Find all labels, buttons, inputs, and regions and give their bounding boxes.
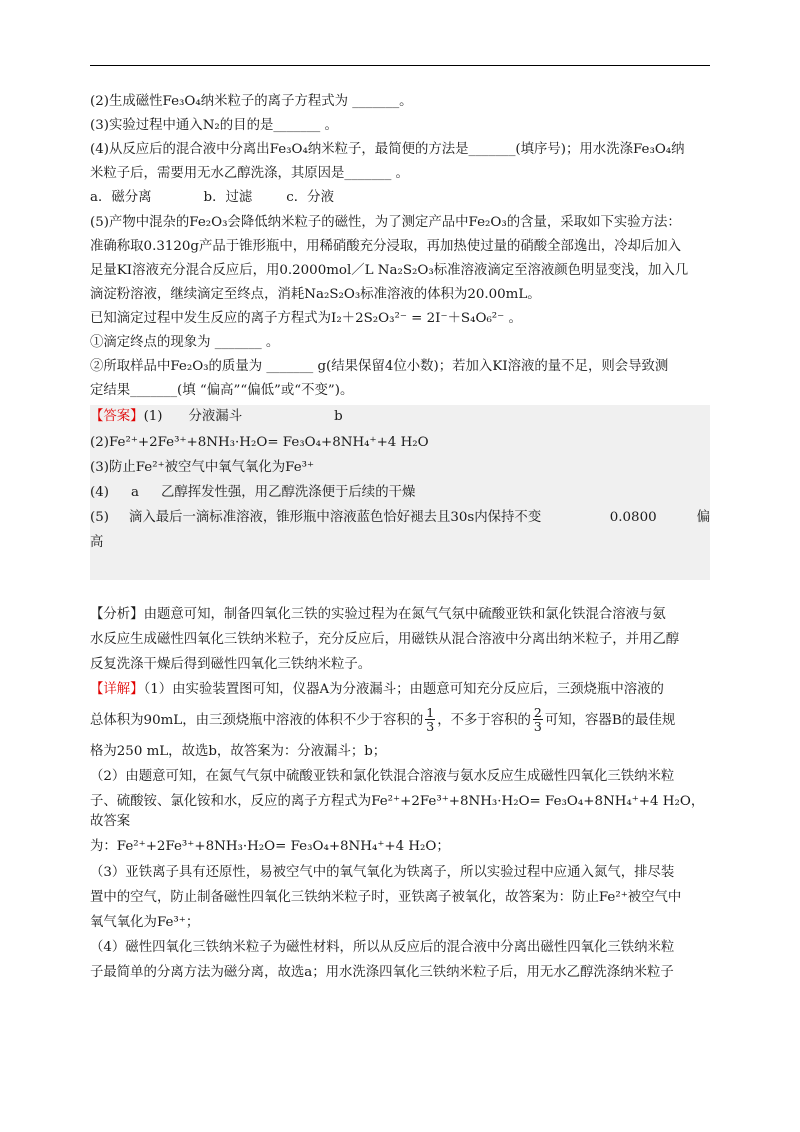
analysis-block — [90, 605, 710, 983]
detail-line-3a: （3）亚铁离子具有还原性，易被空气中的氧气氧化为铁离子，所以实验过程中应通入氮气，排尽装 — [90, 864, 675, 880]
q-line-5c: 足量KI溶液充分混合反应后，用0.2000mol／L Na₂S₂O₃标准溶液滴定至溶液颜色明显变浅，加入几 — [90, 262, 689, 278]
q-options — [90, 188, 710, 208]
answer-5-wrap: 高 — [90, 534, 104, 550]
detail-line-1c: 格为250 mL，故选b，故答案为：分液漏斗；b； — [90, 744, 387, 760]
header-rule — [90, 65, 710, 66]
detail-line-4b: 子最简单的分离方法为磁分离，故选a；用水洗涤四氧化三铁纳米粒子后，用无水乙醇洗涤纳米粒子 — [90, 965, 674, 980]
q-sub-2a: ②所取样品中Fe₂O₃的质量为 _______ g(结果保留4位小数)；若加入KI溶液的量不足，则会导致测 — [90, 359, 669, 375]
fraction-two-thirds: $\frac{2}{3}$ — [533, 704, 542, 735]
detail-line-2b: 子、硫酸铵、氯化铵和水，反应的离子方程式为Fe²⁺+2Fe³⁺+8NH₃·H₂O= Fe₃O₄+8NH₄⁺+4 H₂O，故答案 — [90, 794, 705, 830]
answer-box — [90, 405, 710, 580]
analysis-line-2: 水反应生成磁性四氧化三铁纳米粒子，充分反应后，用磁铁从混合溶液中分离出纳米粒子，并用乙醇 — [90, 632, 680, 648]
answer-1: 【答案】(1) 分液漏斗 b — [90, 409, 343, 425]
detail-line-4a: （4）磁性四氧化三铁纳米粒子为磁性材料，所以从反应后的混合液中分离出磁性四氧化三铁纳米粒 — [90, 939, 675, 955]
answer-3: (3)防止Fe²⁺被空气中氧气氧化为Fe³⁺ — [90, 459, 315, 475]
q-sub-1: ①滴定终点的现象为 _______ 。 — [90, 335, 280, 351]
q-equation: 已知滴定过程中发生反应的离子方程式为I₂＋2S₂O₃²⁻ = 2I⁻＋S₄O₆²⁻ 。 — [90, 310, 522, 326]
option-c: c．分液 — [286, 190, 334, 206]
analysis-line-3: 反复洗涤干燥后得到磁性四氧化三铁纳米粒子。 — [90, 657, 372, 673]
option-a: a．磁分离 — [90, 190, 152, 206]
q-line-3: (3)实验过程中通入N₂的目的是_______ 。 — [90, 118, 338, 134]
question-block — [90, 92, 710, 401]
detail-line-3b: 置中的空气，防止制备磁性四氧化三铁纳米粒子时，亚铁离子被氧化，故答案为：防止Fe²⁺被空气中 — [90, 889, 682, 905]
q-line-4b: 米粒子后，需要用无水乙醇洗涤，其原因是_______ 。 — [90, 166, 409, 182]
q-line-5a: (5)产物中混杂的Fe₂O₃会降低纳米粒子的磁性，为了测定产品中Fe₂O₃的含量，采取如下实验方法： — [90, 214, 681, 230]
page-content — [90, 92, 710, 988]
detail-line-1: 【详解】（1）由实验装置图可知，仪器A为分液漏斗；由题意可知充分反应后，三颈烧瓶中溶液的 — [90, 682, 664, 698]
q-line-4a: (4)从反应后的混合液中分离出Fe₃O₄纳米粒子，最简便的方法是_______(填序号)；用水洗涤Fe₃O₄纳 — [90, 142, 685, 158]
answer-2: (2)Fe²⁺+2Fe³⁺+8NH₃·H₂O= Fe₃O₄+8NH₄⁺+4 H₂O — [90, 434, 429, 450]
answer-5: (5) 滴入最后一滴标准溶液，锥形瓶中溶液蓝色恰好褪去且30s内保持不变 0.0800 偏 — [90, 509, 710, 525]
q-line-5d: 滴淀粉溶液，继续滴定至终点，消耗Na₂S₂O₃标准溶液的体积为20.00mL。 — [90, 286, 541, 302]
answer-tag: 【答案】 — [90, 409, 144, 425]
q-line-5b: 准确称取0.3120g产品于锥形瓶中，用稀硝酸充分浸取，再加热使过量的硝酸全部逸出，冷却后加入 — [90, 238, 682, 254]
detail-line-3c: 氧气氧化为Fe³⁺； — [90, 914, 200, 930]
q-line-2: (2)生成磁性Fe₃O₄纳米粒子的离子方程式为 _______。 — [90, 94, 413, 109]
option-b: b．过滤 — [203, 190, 253, 206]
detail-line-1b: 总体积为90mL，由三颈烧瓶中溶液的体积不少于容积的 $\frac{1}{3}$ ，不多于容积的 $\frac{2}{3}$ 可知，容器B的最佳规 — [90, 704, 676, 735]
detail-line-2c: 为：Fe²⁺+2Fe³⁺+8NH₃·H₂O= Fe₃O₄+8NH₄⁺+4 H₂O； — [90, 839, 450, 855]
detail-line-2a: （2）由题意可知，在氮气气氛中硫酸亚铁和氯化铁混合溶液与氨水反应生成磁性四氧化三铁纳米粒 — [90, 769, 675, 785]
analysis-line-1: 【分析】由题意可知，制备四氧化三铁的实验过程为在氮气气氛中硫酸亚铁和氯化铁混合溶液与氨 — [90, 607, 666, 623]
q-sub-2b: 定结果_______(填 “偏高”“偏低”或“不变”)。 — [90, 383, 354, 399]
answer-4: (4) a 乙醇挥发性强，用乙醇洗涤便于后续的干燥 — [90, 484, 416, 500]
fraction-one-third: $\frac{1}{3}$ — [426, 704, 435, 735]
